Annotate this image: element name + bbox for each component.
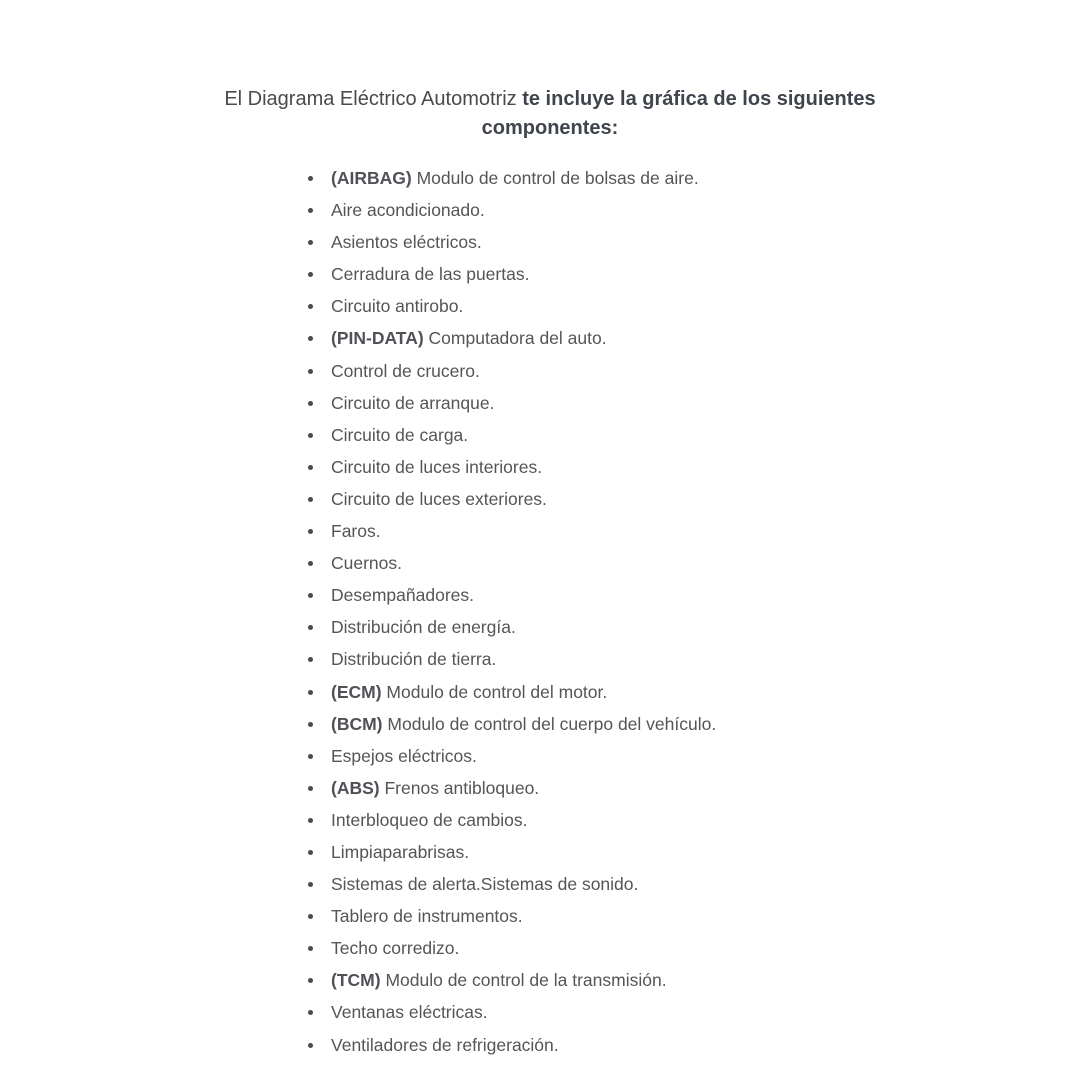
list-item: [305, 611, 716, 643]
item-code: (AIRBAG): [331, 168, 412, 188]
item-text: Circuito de luces interiores.: [331, 456, 543, 477]
bullet-icon: [308, 914, 313, 919]
item-text: Frenos antibloqueo.: [384, 777, 540, 798]
item-text: Cuernos.: [331, 553, 403, 574]
bullet-icon: [308, 657, 313, 662]
item-text: Sistemas de alerta.Sistemas de sonido.: [331, 874, 639, 895]
list-item: [305, 162, 716, 194]
item-text: Faros.: [331, 521, 381, 542]
list-item: [305, 643, 716, 675]
bullet-icon: [308, 369, 313, 374]
item-text: Distribución de energía.: [331, 617, 516, 638]
list-item: [305, 964, 716, 996]
bullet-icon: [308, 722, 313, 727]
bullet-icon: [308, 465, 313, 470]
list-item: [305, 387, 716, 419]
list-item: [305, 515, 716, 547]
bullet-icon: [308, 433, 313, 438]
bullet-icon: [308, 818, 313, 823]
list-item: [305, 708, 716, 740]
list-item: [305, 258, 716, 290]
list-item: [305, 322, 716, 354]
item-text: Techo corredizo.: [331, 938, 460, 959]
list-item: [305, 547, 716, 579]
list-item: [305, 772, 716, 804]
heading-lead: El Diagrama Eléctrico Automotriz: [224, 88, 517, 110]
bullet-icon: [308, 625, 313, 630]
item-text: Distribución de tierra.: [331, 649, 497, 670]
list-item: [305, 676, 716, 708]
list-item: [305, 483, 716, 515]
bullet-icon: [308, 304, 313, 309]
list-item: [305, 579, 716, 611]
list-item: [305, 451, 716, 483]
list-item: [305, 932, 716, 964]
item-text: Cerradura de las puertas.: [331, 264, 530, 285]
bullet-icon: [308, 272, 313, 277]
item-text: Computadora del auto.: [428, 328, 607, 349]
list-item: [305, 836, 716, 868]
component-list: [305, 162, 716, 1061]
bullet-icon: [308, 690, 313, 695]
bullet-icon: [308, 946, 313, 951]
bullet-icon: [308, 593, 313, 598]
item-text: Circuito de arranque.: [331, 392, 495, 413]
bullet-icon: [308, 1010, 313, 1015]
bullet-icon: [308, 208, 313, 213]
bullet-icon: [308, 336, 313, 341]
list-item: [305, 194, 716, 226]
bullet-icon: [308, 882, 313, 887]
item-text: Tablero de instrumentos.: [331, 906, 523, 927]
list-item: [305, 226, 716, 258]
list-item: [305, 804, 716, 836]
item-code: (ABS): [331, 777, 380, 798]
list-item: [305, 419, 716, 451]
item-text: Interbloqueo de cambios.: [331, 809, 528, 830]
item-text: Asientos eléctricos.: [331, 232, 482, 253]
item-text: Modulo de control del motor.: [386, 681, 608, 702]
list-item: [305, 900, 716, 932]
page-heading: [190, 85, 910, 143]
bullet-icon: [308, 1043, 313, 1048]
item-text: Modulo de control del cuerpo del vehículo.: [387, 713, 717, 734]
bullet-icon: [308, 561, 313, 566]
bullet-icon: [308, 401, 313, 406]
list-item: [305, 290, 716, 322]
item-text: Modulo de control de la transmisión.: [385, 970, 667, 991]
item-code: (TCM): [331, 970, 381, 991]
bullet-icon: [308, 850, 313, 855]
item-text: Modulo de control de bolsas de aire.: [416, 168, 699, 188]
item-code: (BCM): [331, 713, 383, 734]
bullet-icon: [308, 978, 313, 983]
item-text: Aire acondicionado.: [331, 200, 485, 221]
heading-strong: te incluye la gráfica de los siguientes componentes:: [481, 88, 876, 139]
item-text: Ventanas eléctricas.: [331, 1002, 488, 1023]
item-code: (ECM): [331, 681, 382, 702]
list-item: [305, 868, 716, 900]
item-text: Limpiaparabrisas.: [331, 841, 470, 862]
item-text: Espejos eléctricos.: [331, 745, 477, 766]
list-item: [305, 355, 716, 387]
item-code: (PIN-DATA): [331, 328, 424, 349]
list-item: [305, 740, 716, 772]
bullet-icon: [308, 529, 313, 534]
bullet-icon: [308, 240, 313, 245]
item-text: Desempañadores.: [331, 585, 474, 606]
item-text: Control de crucero.: [331, 360, 480, 381]
item-text: Circuito antirobo.: [331, 296, 464, 317]
bullet-icon: [308, 497, 313, 502]
list-item: [305, 1029, 716, 1061]
bullet-icon: [308, 754, 313, 759]
item-text: Circuito de carga.: [331, 424, 469, 445]
bullet-icon: [308, 176, 313, 181]
item-text: Circuito de luces exteriores.: [331, 488, 547, 509]
bullet-icon: [308, 786, 313, 791]
list-item: [305, 996, 716, 1028]
item-text: Ventiladores de refrigeración.: [331, 1034, 559, 1055]
